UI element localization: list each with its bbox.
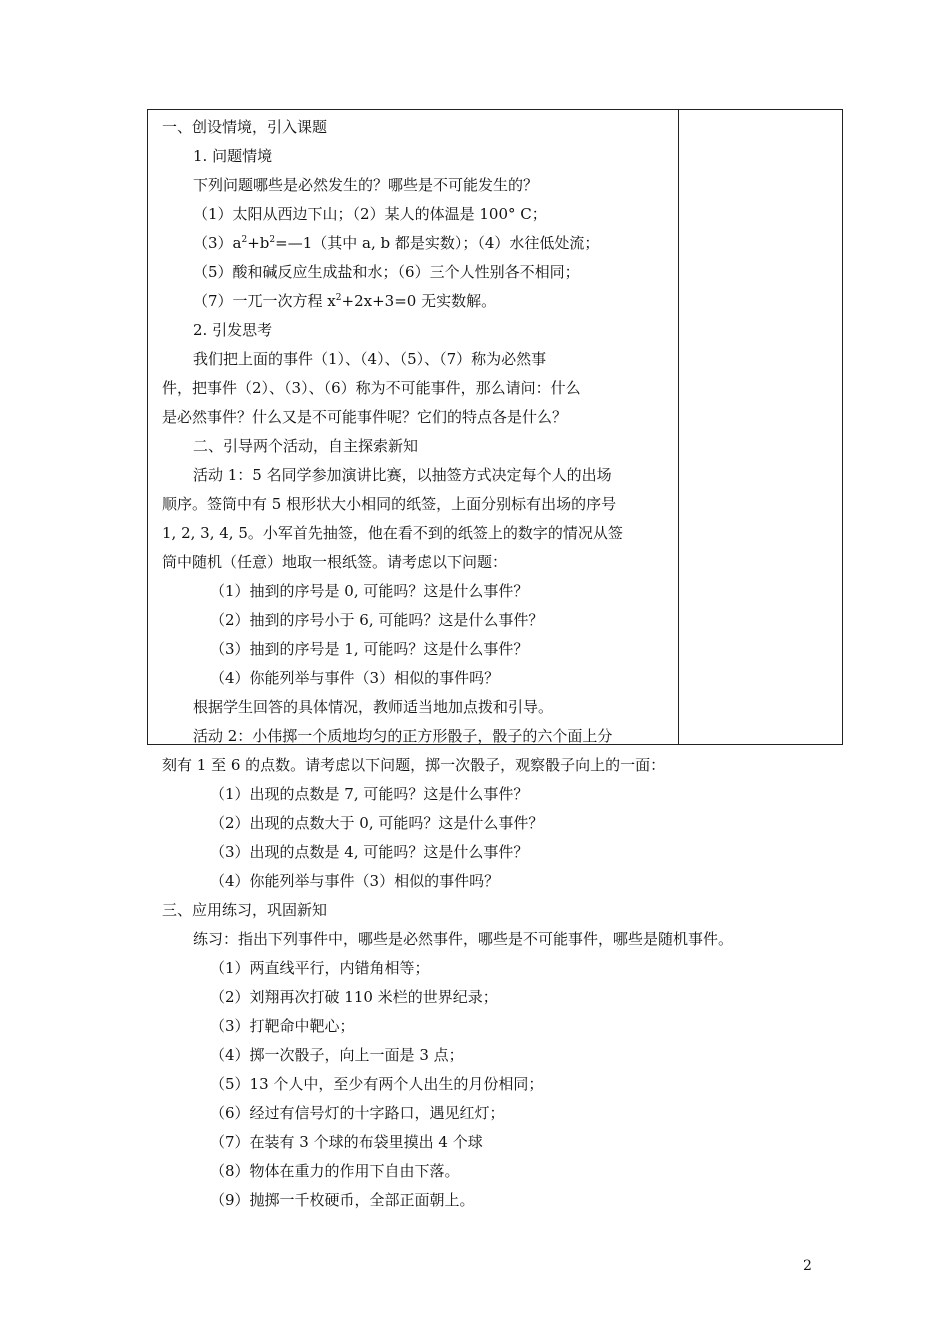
subheading-reflection: 2. 引发思考 <box>193 321 273 339</box>
exercise-item: （7）在装有 3 个球的布袋里摸出 4 个球 <box>210 1133 483 1151</box>
question-item: （2）出现的点数大于 0, 可能吗？这是什么事件？ <box>210 814 544 832</box>
text-line: 是必然事件？什么又是不可能事件呢？它们的特点各是什么？ <box>162 408 568 426</box>
question-item: （4）你能列举与事件（3）相似的事件吗？ <box>210 872 500 890</box>
text-line: 活动 1：5 名同学参加演讲比赛，以抽签方式决定每个人的出场 <box>193 466 612 484</box>
text-line: 根据学生回答的具体情况，教师适当地加点拨和引导。 <box>193 698 554 716</box>
exercise-item: （9）抛掷一千枚硬币，全部正面朝上。 <box>210 1191 475 1209</box>
text-line: 1, 2, 3, 4, 5。小军首先抽签，他在看不到的纸签上的数字的情况从签 <box>162 524 623 542</box>
page-number: 2 <box>803 1258 812 1274</box>
section-heading-1: 一、创设情境，引入课题 <box>162 118 328 136</box>
text-line: 顺序。签筒中有 5 根形状大小相同的纸签，上面分别标有出场的序号 <box>162 495 617 513</box>
exercise-item: （2）刘翔再次打破 110 米栏的世界纪录； <box>210 988 498 1006</box>
table-column-divider <box>678 110 679 744</box>
question-item: （3）出现的点数是 4, 可能吗？这是什么事件？ <box>210 843 529 861</box>
section-heading-2: 二、引导两个活动，自主探索新知 <box>193 437 419 455</box>
exercise-item: （5）13 个人中，至少有两个人出生的月份相同； <box>210 1075 544 1093</box>
text-line: 下列问题哪些是必然发生的？哪些是不可能发生的？ <box>193 176 539 194</box>
section-heading-3: 三、应用练习，巩固新知 <box>162 901 328 919</box>
exercise-item: （1）两直线平行，内错角相等； <box>210 959 430 977</box>
subheading-problem-situation: 1. 问题情境 <box>193 147 273 165</box>
question-item: （4）你能列举与事件（3）相似的事件吗？ <box>210 669 500 687</box>
text-line-formula: $(3)a^2+b^2=—1$（其中 a, b 都是实数）；（4）水往低处流； <box>193 234 600 252</box>
exercise-intro: 练习：指出下列事件中，哪些是必然事件，哪些是不可能事件，哪些是随机事件。 <box>193 930 734 948</box>
exercise-item: （8）物体在重力的作用下自由下落。 <box>210 1162 460 1180</box>
exercise-item: （3）打靶命中靶心； <box>210 1017 355 1035</box>
text-line: （5）酸和碱反应生成盐和水；（6）三个人性别各不相同； <box>193 263 580 281</box>
text-line: 件，把事件（2）、（3）、（6）称为不可能事件，那么请问：什么 <box>162 379 581 397</box>
text-line: （1）太阳从西边下山；（2）某人的体温是 100° C； <box>193 205 547 223</box>
text-line: 刻有 1 至 6 的点数。请考虑以下问题，掷一次骰子，观察骰子向上的一面： <box>162 756 666 774</box>
exercise-item: （4）掷一次骰子，向上一面是 3 点； <box>210 1046 464 1064</box>
text-line-equation: （7）一兀一次方程 $x^2+2x+3=0$ 无实数解。 <box>193 292 497 310</box>
exercise-item: （6）经过有信号灯的十字路口，遇见红灯； <box>210 1104 505 1122</box>
question-item: （2）抽到的序号小于 6, 可能吗？这是什么事件？ <box>210 611 544 629</box>
text-line: 筒中随机（任意）地取一根纸签。请考虑以下问题： <box>162 553 508 571</box>
text-line: 活动 2：小伟掷一个质地均匀的正方形骰子，骰子的六个面上分 <box>193 727 613 745</box>
question-item: （3）抽到的序号是 1, 可能吗？这是什么事件？ <box>210 640 529 658</box>
text-line: 我们把上面的事件（1）、（4）、（5）、（7）称为必然事 <box>193 350 547 368</box>
question-item: （1）抽到的序号是 0, 可能吗？这是什么事件？ <box>210 582 529 600</box>
question-item: （1）出现的点数是 7, 可能吗？这是什么事件？ <box>210 785 529 803</box>
